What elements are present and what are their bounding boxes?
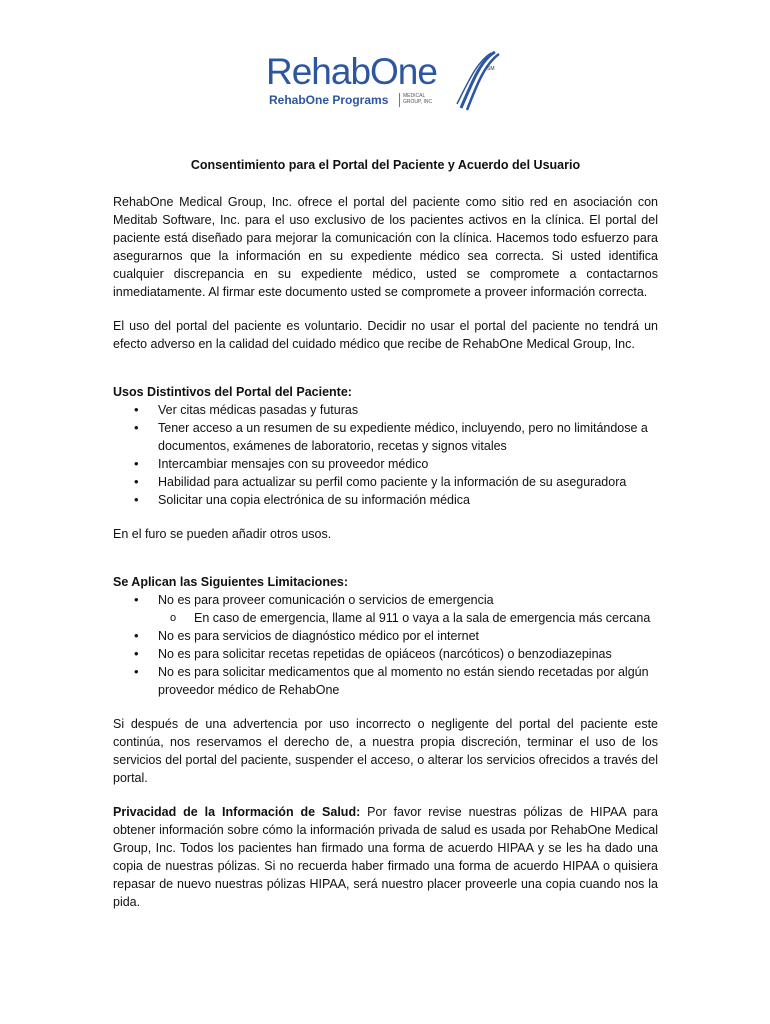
list-item: • Intercambiar mensajes con su proveedor médico (158, 455, 658, 473)
list-item: • Solicitar una copia electrónica de su información médica (158, 491, 658, 509)
logo-group-line1: MEDICAL (403, 93, 426, 99)
privacy-label: Privacidad de la Información de Salud: (113, 805, 361, 819)
limits-list (113, 591, 658, 699)
uses-list (113, 401, 658, 509)
list-item: • Ver citas médicas pasadas y futuras (158, 401, 658, 419)
document-title: Consentimiento para el Portal del Paciente y Acuerdo del Usuario (190, 158, 581, 172)
list-item: • Habilidad para actualizar su perfil como paciente y la información de su aseguradora (158, 473, 658, 491)
list-item: • No es para solicitar medicamentos que al momento no están siendo recetadas por algún proveedor médico de RehabOne (158, 663, 658, 699)
list-item: • Tener acceso a un resumen de su expediente médico, incluyendo, pero no limitándose a documentos, exámenes de laboratorio, recetas y signos vitales (158, 419, 658, 455)
consent-document (113, 156, 658, 927)
voluntary-paragraph: El uso del portal del paciente es voluntario. Decidir no usar el portal del paciente no tendrá un efecto adverso en la calidad del cuidado médico que recibe de RehabOne Medical Group, Inc. (113, 319, 658, 351)
logo-group (403, 93, 432, 105)
future-uses-text: En el furo se pueden añadir otros usos. (113, 527, 332, 541)
misuse-paragraph: Si después de una advertencia por uso incorrecto o negligente del portal del paciente este continúa, nos reservamos el derecho de, a nuestra propia discreción, terminar el uso de los servicios del portal del paciente, suspender el acceso, o alterar los servicios ofrecidos a través del portal. (113, 717, 658, 785)
privacy-paragraph (113, 803, 658, 911)
logo-divider (399, 93, 400, 107)
list-item: • No es para servicios de diagnóstico médico por el internet (158, 627, 658, 645)
sub-list-item: o En caso de emergencia, llame al 911 o vaya a la sala de emergencia más cercana (194, 609, 658, 627)
list-item (158, 591, 658, 627)
rehabone-logo (266, 52, 506, 116)
list-item: • No es para solicitar recetas repetidas de opiáceos (narcóticos) o benzodiazepinas (158, 645, 658, 663)
list-item-text: No es para proveer comunicación o servicios de emergencia (158, 593, 494, 607)
privacy-text: Por favor revise nuestras pólizas de HIPAA para obtener información sobre cómo la información privada de salud es usada por RehabOne Medical Group, Inc. Todos los pacientes han firmado una forma de acuerdo HIPAA y se les ha dado una copia de nuestras pólizas. Si no recuerda haber firmado una forma de acuerdo HIPAA o quisiera repasar de nuevo nuestras pólizas HIPAA, será nuestro placer proveerle una copia cuando nos la pida. (113, 805, 658, 909)
uses-heading: Usos Distintivos del Portal del Paciente: (113, 385, 352, 399)
logo-subtitle: RehabOne Programs (269, 93, 389, 107)
logo-group-line2: GROUP, INC (403, 99, 433, 105)
intro-paragraph: RehabOne Medical Group, Inc. ofrece el portal del paciente como sitio red en asociación con Meditab Software, Inc. para el uso exclusivo de los pacientes activos en la clínica. El portal del paciente está diseñado para mejorar la comunicación con la clínica. Hacemos todo esfuerzo para asegurarnos que la información en su expediente médico sea correcta. Si usted identifica cualquier discrepancia en su expediente médico, usted se compromete a contactarnos inmediatamente. Al firmar este documento usted se compromete a proveer información correcta. (113, 195, 658, 299)
logo-trademark: SM (487, 66, 495, 72)
limits-sublist (158, 609, 658, 627)
limits-heading: Se Aplican las Siguientes Limitaciones: (113, 575, 349, 589)
logo-brand: RehabOne (266, 51, 437, 92)
swoosh-icon (451, 50, 501, 112)
